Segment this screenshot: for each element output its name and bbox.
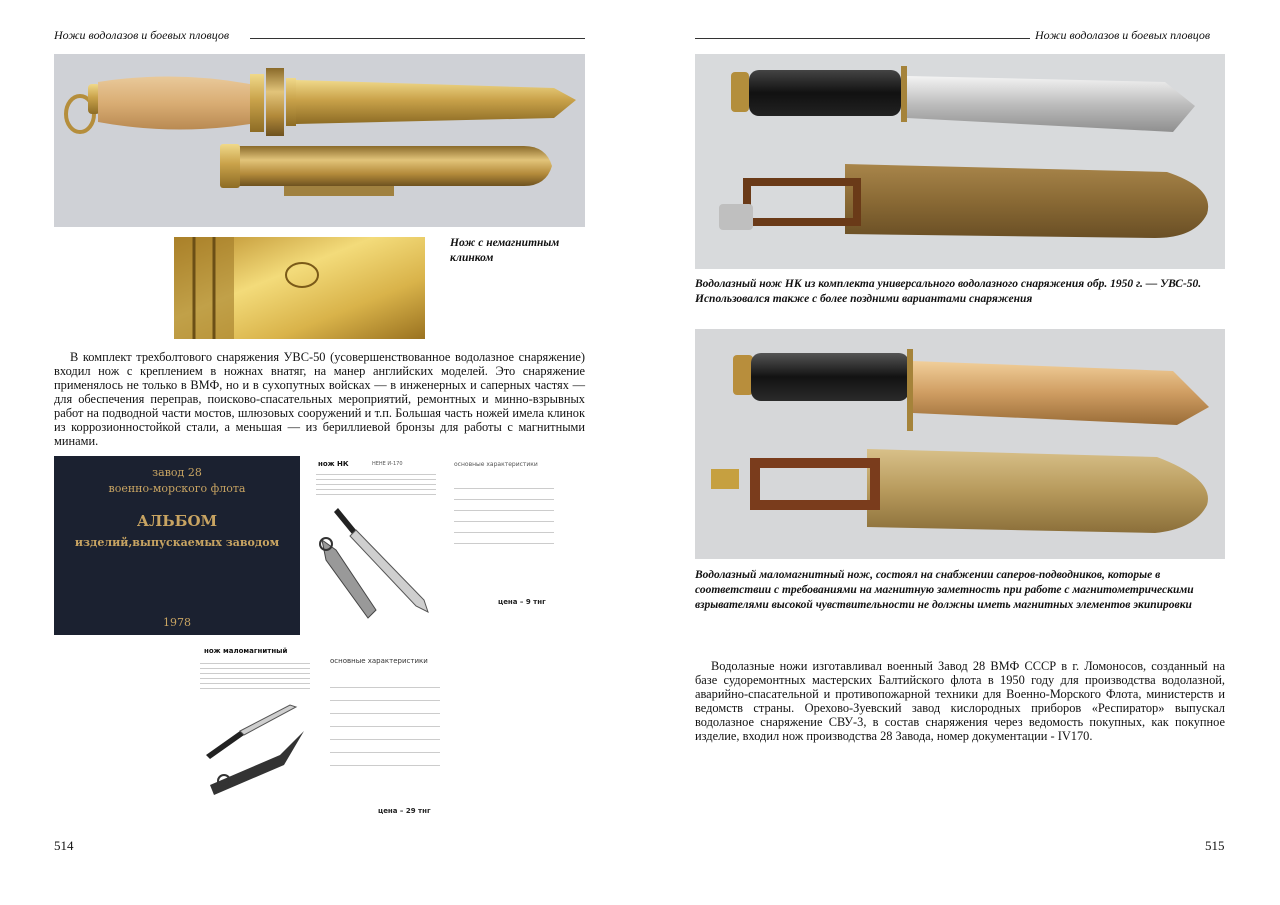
album-year: 1978: [163, 616, 191, 629]
catalog-2-price: цена – 29 тнг: [378, 807, 431, 815]
catalog-1-code: НЕНЕ И-170: [372, 461, 403, 467]
catalog-scan-nk: [312, 458, 562, 628]
catalog-2-description: [200, 659, 310, 689]
left-paragraph: В комплект трехболтового снаряжения УВС-50 (усовершенствованное водолазное снаряжение) входил нож с креплением в ножнах внатяг, на манер английских моделей. Это снаряжение применялось не только в ВМФ, но и в сухопутных войсках — в инженерных и саперных частях — для обеспечения переправ, поисково-спасательных мероприятий, ремонтных и минно-взрывных работ на подводной части мостов, шлюзовых сооружений и т.п. Большая часть ножей имела клинок из коррозионностойкой стали, а меньшая — из бериллиевой бронзы для работы с магнитными минами.: [54, 350, 585, 448]
album-title: АЛЬБОМ: [136, 512, 218, 530]
photo-nk-knife: [695, 54, 1225, 269]
catalog-2-spec-title: основные характеристики: [330, 657, 428, 665]
page-number-left: 514: [54, 838, 74, 853]
header-rule-right: [695, 38, 1030, 39]
catalog-2-knife-drawing: [200, 695, 320, 805]
album-line-2: военно-морского флота: [108, 482, 246, 495]
catalog-2-title: нож маломагнитный: [204, 647, 288, 655]
catalog-1-title: нож НК: [318, 460, 349, 468]
catalog-1-price: цена – 9 тнг: [498, 598, 546, 606]
catalog-1-spec-title: основные характеристики: [454, 461, 538, 468]
catalog-2-specs: [330, 675, 440, 775]
running-head-right: Ножи водолазов и боевых пловцов: [1035, 28, 1211, 42]
catalog-scan-low-magnetic: [196, 645, 446, 820]
album-cover-photo: [54, 456, 300, 635]
catalog-1-specs: [454, 478, 554, 548]
photo-marking-closeup: [174, 237, 425, 339]
album-line-1: завод 28: [152, 466, 202, 479]
caption-nk-knife: Водолазный нож НК из комплекта универсального водолазного снаряжения обр. 1950 г. — УВС-50. Использовался также с более поздними вариантами снаряжения: [695, 278, 1202, 305]
running-head-left: Ножи водолазов и боевых пловцов: [54, 28, 230, 42]
catalog-1-description: [316, 470, 436, 498]
photo-brass-knife: [54, 54, 585, 227]
album-subtitle: изделий,выпускаемых заводом: [74, 536, 280, 549]
catalog-1-knife-drawing: [316, 500, 436, 625]
caption-low-magnetic-knife: Водолазный маломагнитный нож, состоял на снабжении саперов-подводников, которые в соответствии с требованиями на магнитную заметность при работе с магнитометрическими взрывателями высокой чувствительности не должны иметь магнитных элементов экипировки: [695, 569, 1194, 611]
header-rule-left: [250, 38, 585, 39]
photo-low-magnetic-knife: [695, 329, 1225, 559]
page-number-right: 515: [1205, 838, 1225, 853]
caption-nonmagnetic-knife: Нож с немагнитным клинком: [450, 237, 560, 264]
right-paragraph: Водолазные ножи изготавливал военный Завод 28 ВМФ СССР в г. Ломоносов, созданный на базе судоремонтных мастерских Балтийского флота в 1950 году для производства водолазной, аварийно-спасательной и противопожарной техники для Военно-Морского Флота, министерств и ведомств страны. Орехово-Зуевский завод кислородных приборов «Респиратор» выпускал водолазное снаряжение СВУ-3, в состав снаряжения через ведомость покупных, как покупное изделие, входил нож производства 28 Завода, номер документации - IV170.: [695, 659, 1225, 743]
